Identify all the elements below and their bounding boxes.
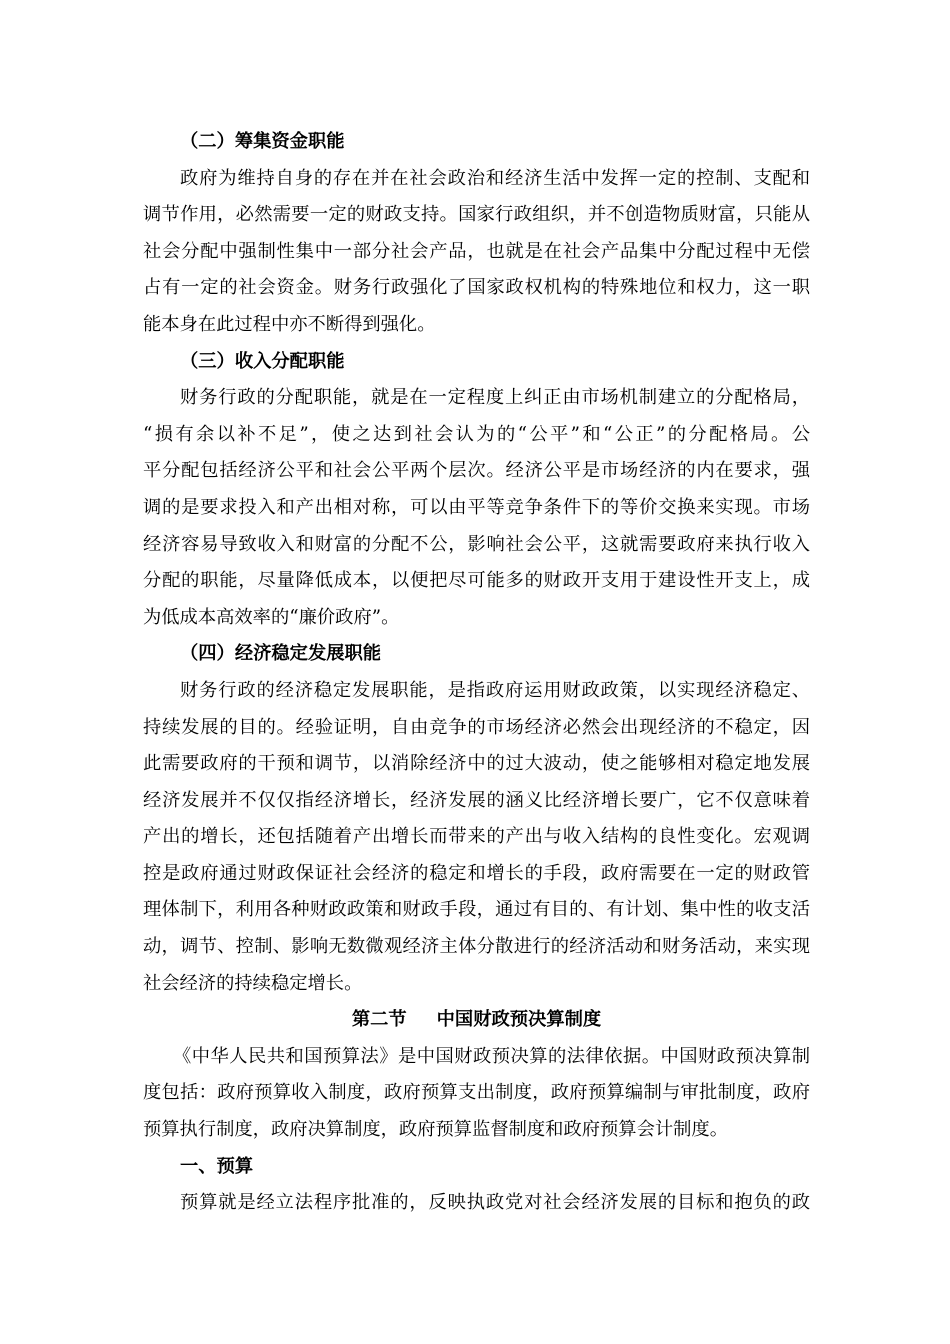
paragraph-line: 产出的增长，还包括随着产出增长而带来的产出与收入结构的良性变化。宏观调 <box>143 826 810 848</box>
heading-income-distribution-function: （三）收入分配职能 <box>180 350 345 372</box>
section-title <box>143 1002 810 1039</box>
paragraph-line: 社会分配中强制性集中一部分社会产品，也就是在社会产品集中分配过程中无偿 <box>143 240 810 262</box>
paragraph-line: 社会经济的持续稳定增长。 <box>143 972 363 994</box>
heading-fundraising-function: （二）筹集资金职能 <box>180 131 345 152</box>
heading-economic-stability-function: （四）经济稳定发展职能 <box>180 643 382 665</box>
paragraph-line: 财务行政的分配职能，就是在一定程度上纠正由市场机制建立的分配格局， <box>180 387 810 409</box>
paragraph-line: 度包括：政府预算收入制度，政府预算支出制度，政府预算编制与审批制度，政府 <box>143 1082 810 1104</box>
paragraph-line: 经济容易导致收入和财富的分配不公，影响社会公平，这就需要政府来执行收入 <box>143 533 810 555</box>
paragraph-line: 占有一定的社会资金。财务行政强化了国家政权机构的特殊地位和权力，这一职 <box>143 277 810 299</box>
paragraph-line: 调节作用，必然需要一定的财政支持。国家行政组织，并不创造物质财富，只能从 <box>143 204 810 226</box>
paragraph-line: 为低成本高效率的“廉价政府”。 <box>143 606 400 628</box>
section-number: 第二节 <box>351 1009 407 1031</box>
paragraph-line: 财务行政的经济稳定发展职能，是指政府运用财政政策，以实现经济稳定、 <box>180 679 810 701</box>
paragraph-line: 持续发展的目的。经验证明，自由竞争的市场经济必然会出现经济的不稳定，因 <box>143 716 810 738</box>
paragraph-line: 调的是要求投入和产出相对称，可以由平等竞争条件下的等价交换来实现。市场 <box>143 496 810 518</box>
paragraph-line: 此需要政府的干预和调节，以消除经济中的过大波动，使之能够相对稳定地发展 <box>143 753 810 775</box>
paragraph-line: 《中华人民共和国预算法》是中国财政预决算的法律依据。中国财政预决算制 <box>173 1045 810 1067</box>
paragraph-line: 政府为维持自身的存在并在社会政治和经济生活中发挥一定的控制、支配和 <box>180 167 810 189</box>
paragraph-line: 预算执行制度，政府决算制度，政府预算监督制度和政府预算会计制度。 <box>143 1119 728 1141</box>
paragraph-line: “损有余以补不足”，使之达到社会认为的“公平”和“公正”的分配格局。公 <box>143 423 810 445</box>
paragraph-line: 控是政府通过财政保证社会经济的稳定和增长的手段，政府需要在一定的财政管 <box>143 862 810 884</box>
paragraph-line: 理体制下，利用各种财政政策和财政手段，通过有目的、有计划、集中性的收支活 <box>143 899 810 921</box>
paragraph-line: 平分配包括经济公平和社会公平两个层次。经济公平是市场经济的内在要求，强 <box>143 460 810 482</box>
paragraph-line: 能本身在此过程中亦不断得到强化。 <box>143 313 436 335</box>
paragraph-line: 经济发展并不仅仅指经济增长，经济发展的涵义比经济增长要广，它不仅意味着 <box>143 789 810 811</box>
paragraph-line: 动，调节、控制、影响无数微观经济主体分散进行的经济活动和财务活动，来实现 <box>143 936 810 958</box>
paragraph-line: 预算就是经立法程序批准的，反映执政党对社会经济发展的目标和抱负的政 <box>180 1192 810 1214</box>
document-page <box>143 124 810 1222</box>
section-name: 中国财政预决算制度 <box>436 1009 602 1031</box>
heading-budget: 一、预算 <box>180 1155 254 1177</box>
paragraph-line: 分配的职能，尽量降低成本，以便把尽可能多的财政开支用于建设性开支上，成 <box>143 570 810 592</box>
